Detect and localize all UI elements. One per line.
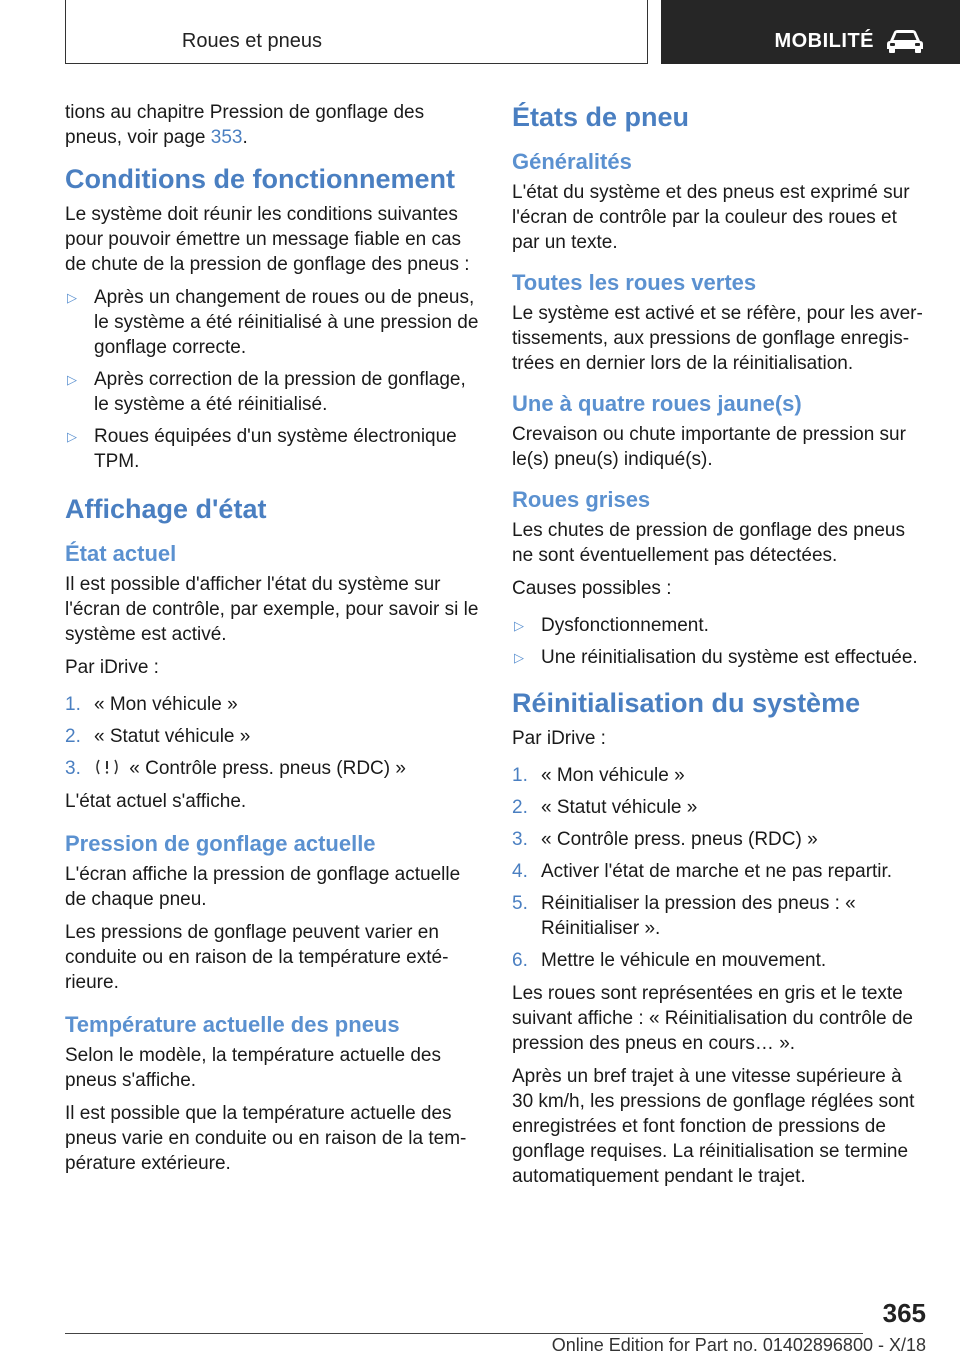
list-item: ▷ Une réinitialisation du système est effectuée. [514,647,918,668]
triangle-bullet-icon: ▷ [67,429,77,444]
tire-pressure-icon [94,758,120,776]
page-number: 365 [882,1298,926,1328]
footer-divider [65,1333,863,1334]
grises-paragraph: Les chutes de pression de gonflage des pneus ne sont éventuellement pas détectées. [512,520,905,566]
heading-pression: Pression de gonflage actuelle [65,831,376,856]
heading-generalites: Généralités [512,149,632,174]
reinit-paragraph-1: Les roues sont représentées en gris et le texte suivant affiche : « Réinitialisation du contrôle de pression des pneus en cours… ». [512,983,914,1054]
page-link[interactable]: 353 [210,127,243,148]
list-item: ▷ Après un changement de roues ou de pneus, le système a été réinitialisé à une pression de gonflage correcte. [67,287,479,358]
heading-reinit: Réinitialisation du système [512,688,861,718]
heading-affichage: Affichage d'état [65,494,267,524]
list-item: 2. « Statut véhicule » [65,726,251,747]
triangle-bullet-icon: ▷ [67,290,77,305]
list-item: 6. Mettre le véhicule en mouvement. [512,950,827,971]
temperature-paragraph-2: Il est possible que la température actuelle des pneus varie en conduite ou en raison de la tem-pérature extérieure. [65,1103,467,1174]
jaunes-paragraph: Crevaison ou chute importante de pression sur le(s) pneu(s) indiqué(s). [512,424,906,470]
heading-etat-actuel: État actuel [65,541,177,566]
heading-etats: États de pneu [512,102,690,132]
header-section-title: Roues et pneus [181,30,322,52]
list-item: ▷ Dysfonctionnement. [514,615,709,636]
reinit-paragraph-2: Après un bref trajet à une vitesse supérieure à 30 km/h, les pressions de gonflage réglées sont enregistrées et font fonction de pressions de gonflage requises. La réinitialisation se termine automatiquement pendant le trajet. [512,1066,915,1187]
list-item: 1. « Mon véhicule » [65,694,238,715]
list-item: 4. Activer l'état de marche et ne pas repartir. [512,861,893,882]
list-item: 3. « Contrôle press. pneus (RDC) » [65,758,406,779]
car-icon [886,28,924,54]
header-chapter-title: MOBILITÉ [774,30,874,52]
temperature-paragraph-1: Selon le modèle, la température actuelle des pneus s'affiche. [65,1045,442,1091]
etat-result: L'état actuel s'affiche. [65,791,247,812]
triangle-bullet-icon: ▷ [514,618,524,633]
heading-temperature: Température actuelle des pneus [65,1012,400,1037]
heading-jaunes: Une à quatre roues jaune(s) [512,391,802,416]
par-idrive-label: Par iDrive : [512,728,606,749]
causes-label: Causes possibles : [512,578,672,599]
list-item: 5. Réinitialiser la pression des pneus : « Réinitialiser ». [512,893,856,939]
etat-paragraph: Il est possible d'afficher l'état du système sur l'écran de contrôle, par exemple, pour savoir si le système est activé. [65,574,479,645]
list-item: 1. « Mon véhicule » [512,765,685,786]
triangle-bullet-icon: ▷ [514,650,524,665]
list-item: ▷ Après correction de la pression de gonflage, le système a été réinitialisé. [67,369,466,415]
intro-paragraph: tions au chapitre Pression de gonflage des pneus, voir page 353. [65,102,425,148]
header-section-box [65,0,648,64]
generalites-paragraph: L'état du système et des pneus est exprimé sur l'écran de contrôle par la couleur des roues et par un texte. [512,182,910,253]
par-idrive-label: Par iDrive : [65,657,159,678]
vertes-paragraph: Le système est activé et se réfère, pour les aver-tissements, aux pressions de gonflage enregis-trées en dernier lors de la réinitialisation. [512,303,923,374]
pression-paragraph-2: Les pressions de gonflage peuvent varier en conduite ou en raison de la température exté-rieure. [65,922,449,993]
reinit-steps [512,763,924,973]
heading-conditions: Conditions de fonctionnement [65,164,455,194]
pression-paragraph-1: L'écran affiche la pression de gonflage actuelle de chaque pneu. [65,864,461,910]
list-item: 3. « Contrôle press. pneus (RDC) » [512,829,818,850]
list-item: 2. « Statut véhicule » [512,797,698,818]
footer-edition: Online Edition for Part no. 01402896800 - X/18 [551,1335,926,1355]
right-column [512,100,924,1197]
left-column [65,100,481,1184]
header-chapter-box [661,0,960,64]
heading-grises: Roues grises [512,487,651,512]
list-item: ▷ Roues équipées d'un système électronique TPM. [67,426,457,472]
triangle-bullet-icon: ▷ [67,372,77,387]
heading-vertes: Toutes les roues vertes [512,270,757,295]
conditions-paragraph: Le système doit réunir les conditions suivantes pour pouvoir émettre un message fiable en cas de chute de la pression de gonflage des pneus : [65,204,470,275]
etat-steps [65,692,481,781]
causes-list [512,613,924,670]
conditions-list [65,285,481,474]
